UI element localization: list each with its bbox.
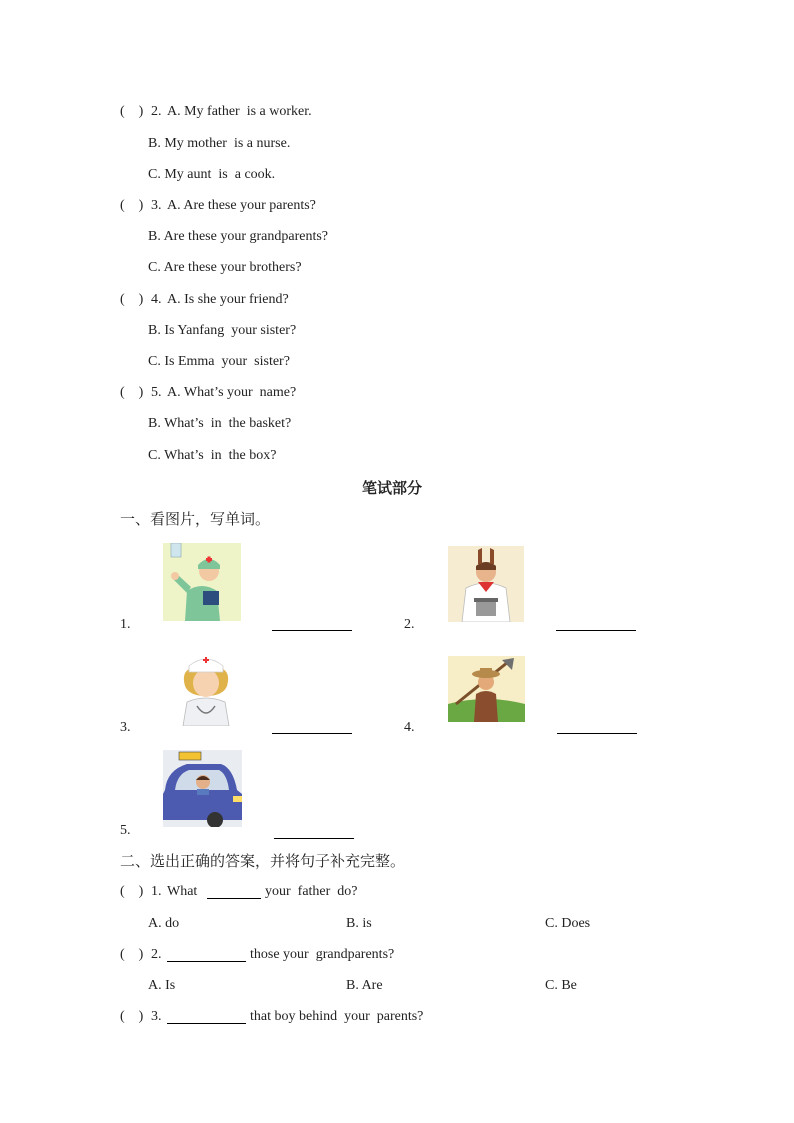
question-number: 3. [151,198,162,213]
answer-bracket[interactable]: ( ) [120,947,144,962]
taxi-driver-icon [163,750,242,827]
question-number: 4. [151,292,162,307]
answer-bracket[interactable]: ( ) [120,1009,144,1024]
question-number: 2. [151,104,162,119]
question-text-post: that boy behind your parents? [250,1009,424,1024]
answer-bracket[interactable]: ( ) [120,198,144,213]
written-section-title: 笔试部分 [362,479,423,497]
option-b: B. is [346,916,372,931]
item2-number: 2. [404,617,415,632]
option-c: C. What’s in the box? [148,448,277,463]
option-a: A. My father is a worker. [167,104,312,119]
answer-bracket[interactable]: ( ) [120,292,144,307]
item2-answer-blank[interactable] [556,630,636,631]
item1-answer-blank[interactable] [272,630,352,631]
item5-answer-blank[interactable] [274,838,354,839]
option-a: A. What’s your name? [167,385,297,400]
option-a: A. Is she your friend? [167,292,289,307]
question-blank[interactable] [167,1023,246,1024]
option-c: C. My aunt is a cook. [148,167,276,182]
item4-answer-blank[interactable] [557,733,637,734]
question-number: 2. [151,947,162,962]
item1-number: 1. [120,617,131,632]
option-c: C. Be [545,978,577,993]
nurse-icon [173,650,239,726]
option-b: B. Are these your grandparents? [148,229,328,244]
option-c: C. Are these your brothers? [148,260,302,275]
option-c: C. Does [545,916,591,931]
answer-bracket[interactable]: ( ) [120,884,144,899]
question-blank[interactable] [207,898,261,899]
chef-icon [448,546,524,622]
farmer-icon [448,656,525,722]
option-c: C. Is Emma your sister? [148,354,290,369]
question-number: 5. [151,385,162,400]
question-text-post: your father do? [265,884,358,899]
answer-bracket[interactable]: ( ) [120,385,144,400]
option-b: B. My mother is a nurse. [148,136,291,151]
question-blank[interactable] [167,961,246,962]
option-a: A. do [148,916,180,931]
item5-number: 5. [120,823,131,838]
question-text-pre: What [167,884,198,899]
item3-number: 3. [120,720,131,735]
section2-title: 二、选出正确的答案，并将句子补充完整。 [120,852,406,870]
answer-bracket[interactable]: ( ) [120,104,144,119]
option-a: A. Is [148,978,176,993]
option-b: B. Is Yanfang your sister? [148,323,297,338]
nurse-doctor-icon [163,543,241,621]
question-number: 3. [151,1009,162,1024]
option-b: B. What’s in the basket? [148,416,292,431]
item4-number: 4. [404,720,415,735]
option-a: A. Are these your parents? [167,198,316,213]
item3-answer-blank[interactable] [272,733,352,734]
option-b: B. Are [346,978,383,993]
question-number: 1. [151,884,162,899]
question-text-post: those your grandparents? [250,947,395,962]
section1-title: 一、看图片，写单词。 [120,510,271,528]
